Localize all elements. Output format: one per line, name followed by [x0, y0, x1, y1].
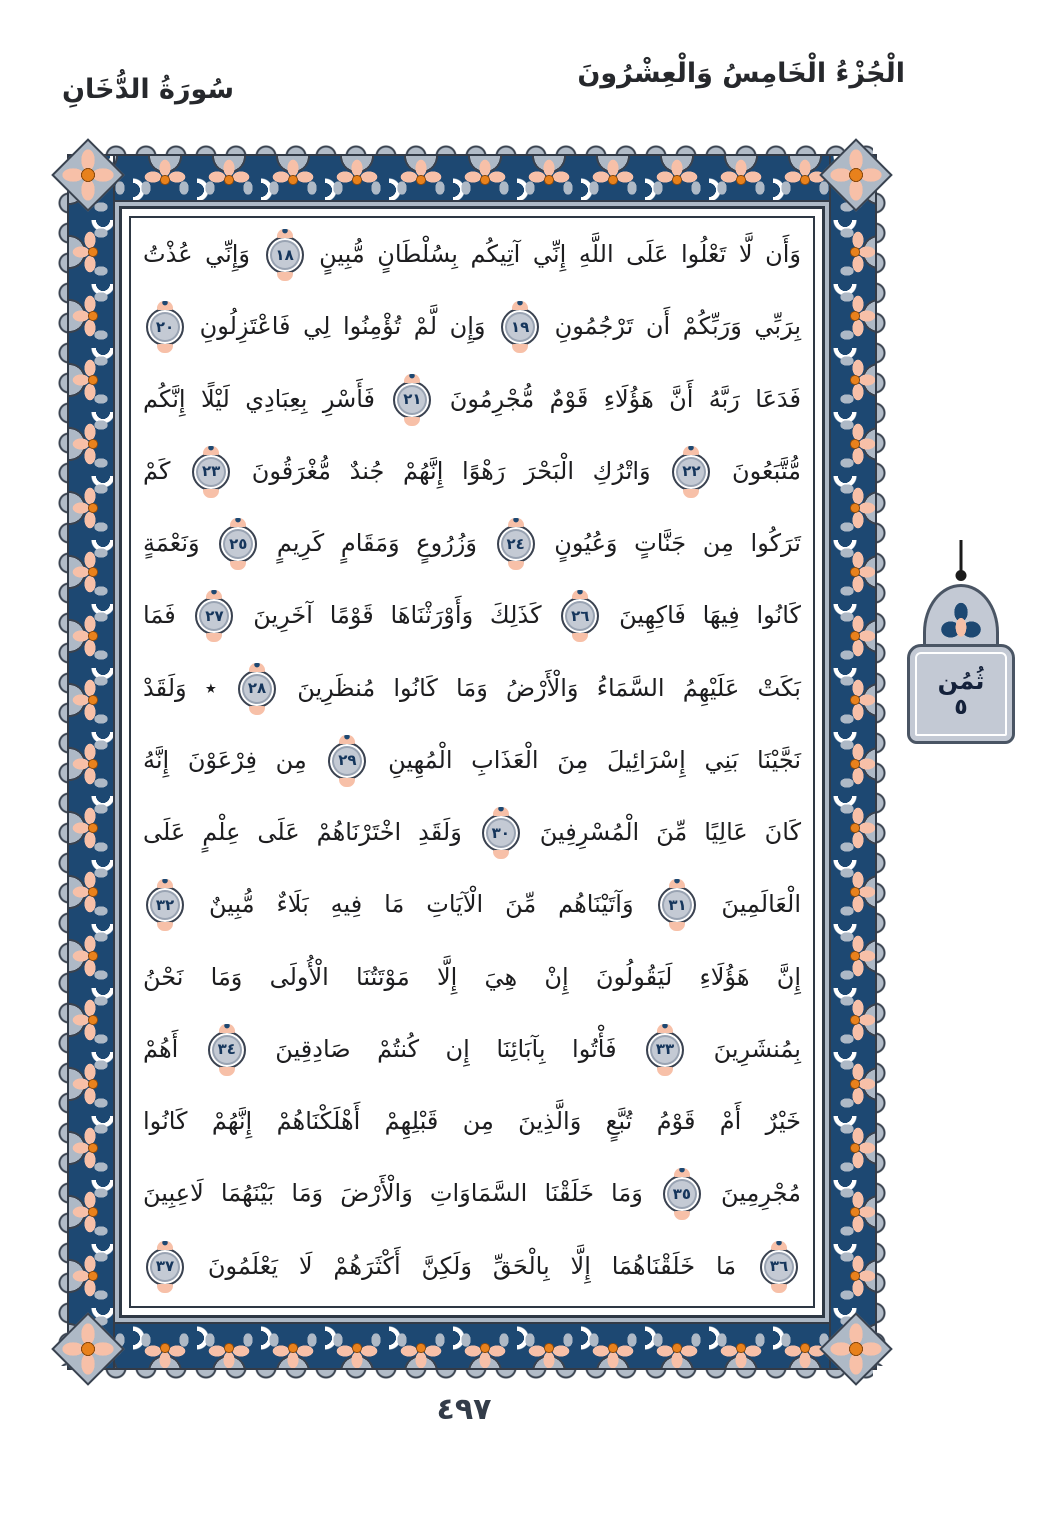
- corner-flower-icon: [57, 1318, 119, 1380]
- verse-text: كَانُوا فِيهَا فَاكِهِينَ: [619, 601, 801, 630]
- ayah-marker: [146, 1248, 184, 1286]
- verse-text: مَا خَلَقْنَاهُمَا إِلَّا بِالْحَقِّ وَلَكِنَّ أَكْثَرَهُمْ لَا يَعْلَمُونَ: [207, 1251, 737, 1280]
- verse-text: وَآتَيْنَاهُم مِّنَ الْآيَاتِ مَا فِيهِ بَلَاءٌ مُّبِينٌ: [208, 890, 634, 919]
- verse-text: وَإِن لَّمْ تُؤْمِنُوا لِي فَاعْتَزِلُونِ: [199, 312, 486, 341]
- quran-line: [143, 218, 801, 290]
- quran-line: [143, 290, 801, 362]
- verse-text: كَذَلِكَ وَأَوْرَثْنَاهَا قَوْمًا آخَرِينَ: [253, 601, 542, 630]
- verse-text: بِمُنشَرِينَ: [713, 1034, 801, 1063]
- verse-text: تَرَكُوا مِن جَنَّاتٍ وَعُيُونٍ: [554, 529, 801, 557]
- verse-text: إِنَّ هَؤُلَاءِ لَيَقُولُونَ إِنْ هِيَ إِلَّا مَوْتَتُنَا الْأُولَى وَمَا نَحْنُ: [143, 962, 801, 991]
- ayah-marker: [328, 742, 366, 780]
- ayah-marker: [646, 1031, 684, 1069]
- rub-el-hizb-icon: ٭: [204, 675, 217, 701]
- hizb-margin-marker: [902, 540, 1020, 752]
- quran-line: [143, 796, 801, 868]
- ayah-number: ٣٢: [155, 895, 175, 914]
- verse-text: وَلَقَدْ: [143, 673, 187, 702]
- verse-text: بَكَتْ عَلَيْهِمُ السَّمَاءُ وَالْأَرْضُ وَمَا كَانُوا مُنظَرِينَ: [297, 673, 801, 702]
- corner-flower-icon: [825, 144, 887, 206]
- verse-text: وَأَن لَّا تَعْلُوا عَلَى اللَّهِ إِنِّي آتِيكُم بِسُلْطَانٍ مُّبِينٍ: [319, 240, 801, 268]
- verse-text: مِن فِرْعَوْنَ إِنَّهُ: [143, 745, 307, 774]
- verse-text: وَمَا خَلَقْنَا السَّمَاوَاتِ وَالْأَرْضَ وَمَا بَيْنَهُمَا لَاعِبِينَ: [143, 1179, 643, 1208]
- verse-text: وَاتْرُكِ الْبَحْرَ رَهْوًا إِنَّهُمْ جُندٌ مُّغْرَقُونَ: [251, 456, 651, 485]
- quran-text-panel: [129, 216, 815, 1308]
- ayah-marker: [760, 1248, 798, 1286]
- frame-band-bottom: [67, 1322, 877, 1370]
- quran-line: [143, 1013, 801, 1085]
- ayah-number: ٢٣: [201, 462, 221, 481]
- ayah-number: ٣٣: [655, 1040, 675, 1059]
- corner-flower-icon: [57, 144, 119, 206]
- ayah-number: ٢١: [403, 390, 422, 408]
- quran-line: [143, 1157, 801, 1229]
- ayah-marker: [663, 1175, 701, 1213]
- verse-text: وَنَعْمَةٍ: [143, 529, 200, 557]
- thumn-value: ٥: [954, 695, 968, 721]
- ayah-marker: [658, 886, 696, 924]
- frame-band-top: [67, 154, 877, 202]
- verse-text: فَأْتُوا بِآبَائِنَا إِن كُنتُمْ صَادِقِينَ: [275, 1034, 617, 1063]
- quran-line: [143, 868, 801, 940]
- ayah-marker: [497, 525, 535, 563]
- ayah-number: ٢٠: [155, 317, 175, 336]
- ayah-number: ٢٧: [205, 606, 224, 625]
- ayah-marker: [146, 308, 184, 346]
- verse-text: كَانَ عَالِيًا مِّنَ الْمُسْرِفِينَ: [539, 818, 802, 846]
- verse-text: نَجَّيْنَا بَنِي إِسْرَائِيلَ مِنَ الْعَذَابِ الْمُهِينِ: [388, 745, 802, 774]
- verse-text: كَمْ: [143, 456, 171, 485]
- ornamental-frame: [53, 140, 891, 1384]
- corner-flower-icon: [825, 1318, 887, 1380]
- ayah-marker: [393, 381, 431, 419]
- ayah-marker: [146, 886, 184, 924]
- page-number: ٤٩٧: [436, 1392, 492, 1427]
- quran-line: [143, 507, 801, 579]
- ayah-number: ٢٦: [571, 606, 590, 625]
- ayah-number: ٣٦: [769, 1257, 789, 1275]
- ayah-marker: [672, 453, 710, 491]
- verse-text: فَمَا: [143, 601, 176, 630]
- ayah-marker: [195, 597, 233, 635]
- verse-text: مُّتَّبَعُونَ: [732, 456, 801, 485]
- ayah-number: ٢٨: [247, 679, 267, 697]
- frame-scallop-right: [875, 158, 891, 1366]
- verse-text: بِرَبِّي وَرَبِّكُمْ أَن تَرْجُمُونِ: [554, 312, 801, 341]
- verse-text: مُجْرِمِينَ: [721, 1179, 801, 1208]
- frame-band-left: [67, 154, 115, 1370]
- ayah-number: ١٩: [510, 317, 530, 336]
- verse-text: فَدَعَا رَبَّهُ أَنَّ هَؤُلَاءِ قَوْمٌ مُّجْرِمُونَ: [449, 384, 801, 413]
- frame-scallop-bottom: [71, 1368, 873, 1384]
- ayah-marker: [482, 814, 520, 852]
- verse-text: وَزُرُوعٍ وَمَقَامٍ كَرِيمٍ: [276, 529, 477, 557]
- ayah-number: ٢٩: [338, 751, 357, 770]
- quran-line: [143, 435, 801, 507]
- ayah-number: ٢٤: [506, 534, 525, 553]
- ayah-number: ٣١: [668, 895, 687, 914]
- ayah-marker: [501, 308, 539, 346]
- verse-text: فَأَسْرِ بِعِبَادِي لَيْلًا إِنَّكُم: [143, 384, 375, 413]
- ayah-number: ١٨: [275, 245, 294, 264]
- quran-line: [143, 941, 801, 1013]
- quran-line: [143, 1085, 801, 1157]
- quran-line: [143, 724, 801, 796]
- juz-title: الْجُزْءُ الْخَامِسُ وَالْعِشْرُونَ: [577, 58, 905, 89]
- verse-text: الْعَالَمِينَ: [721, 890, 801, 919]
- marker-pin: [960, 540, 963, 572]
- thumn-label: ثُمُن: [937, 666, 985, 695]
- marker-pin-dot: [956, 570, 967, 581]
- verse-text: وَلَقَدِ اخْتَرْنَاهُمْ عَلَى عِلْمٍ عَلَى: [143, 818, 462, 846]
- quran-line: [143, 1230, 801, 1302]
- ayah-marker: [192, 453, 230, 491]
- ayah-marker: [219, 525, 257, 563]
- ayah-marker: [208, 1031, 246, 1069]
- ayah-marker: [561, 597, 599, 635]
- surah-title: سُورَةُ الدُّخَانِ: [62, 74, 234, 105]
- ayah-number: ٣٠: [491, 823, 510, 842]
- verse-text: أَهُمْ: [143, 1034, 179, 1063]
- ayah-number: ٢٥: [229, 534, 248, 553]
- verse-text: خَيْرٌ أَمْ قَوْمُ تُبَّعٍ وَالَّذِينَ مِن قَبْلِهِمْ أَهْلَكْنَاهُمْ إِنَّهُمْ كَانُوا: [143, 1107, 801, 1135]
- verse-text: وَإِنِّي عُذْتُ: [143, 240, 251, 268]
- ayah-marker: [238, 670, 276, 708]
- ayah-number: ٣٤: [217, 1040, 236, 1059]
- quran-line: [143, 363, 801, 435]
- ayah-marker: [266, 236, 304, 274]
- frame-band-right: [829, 154, 877, 1370]
- quran-line: [143, 579, 801, 651]
- marker-body: [907, 644, 1015, 744]
- ayah-number: ٣٥: [672, 1184, 692, 1203]
- quran-line: [143, 652, 801, 724]
- ayah-number: ٣٧: [155, 1257, 175, 1275]
- ayah-number: ٢٢: [682, 462, 701, 481]
